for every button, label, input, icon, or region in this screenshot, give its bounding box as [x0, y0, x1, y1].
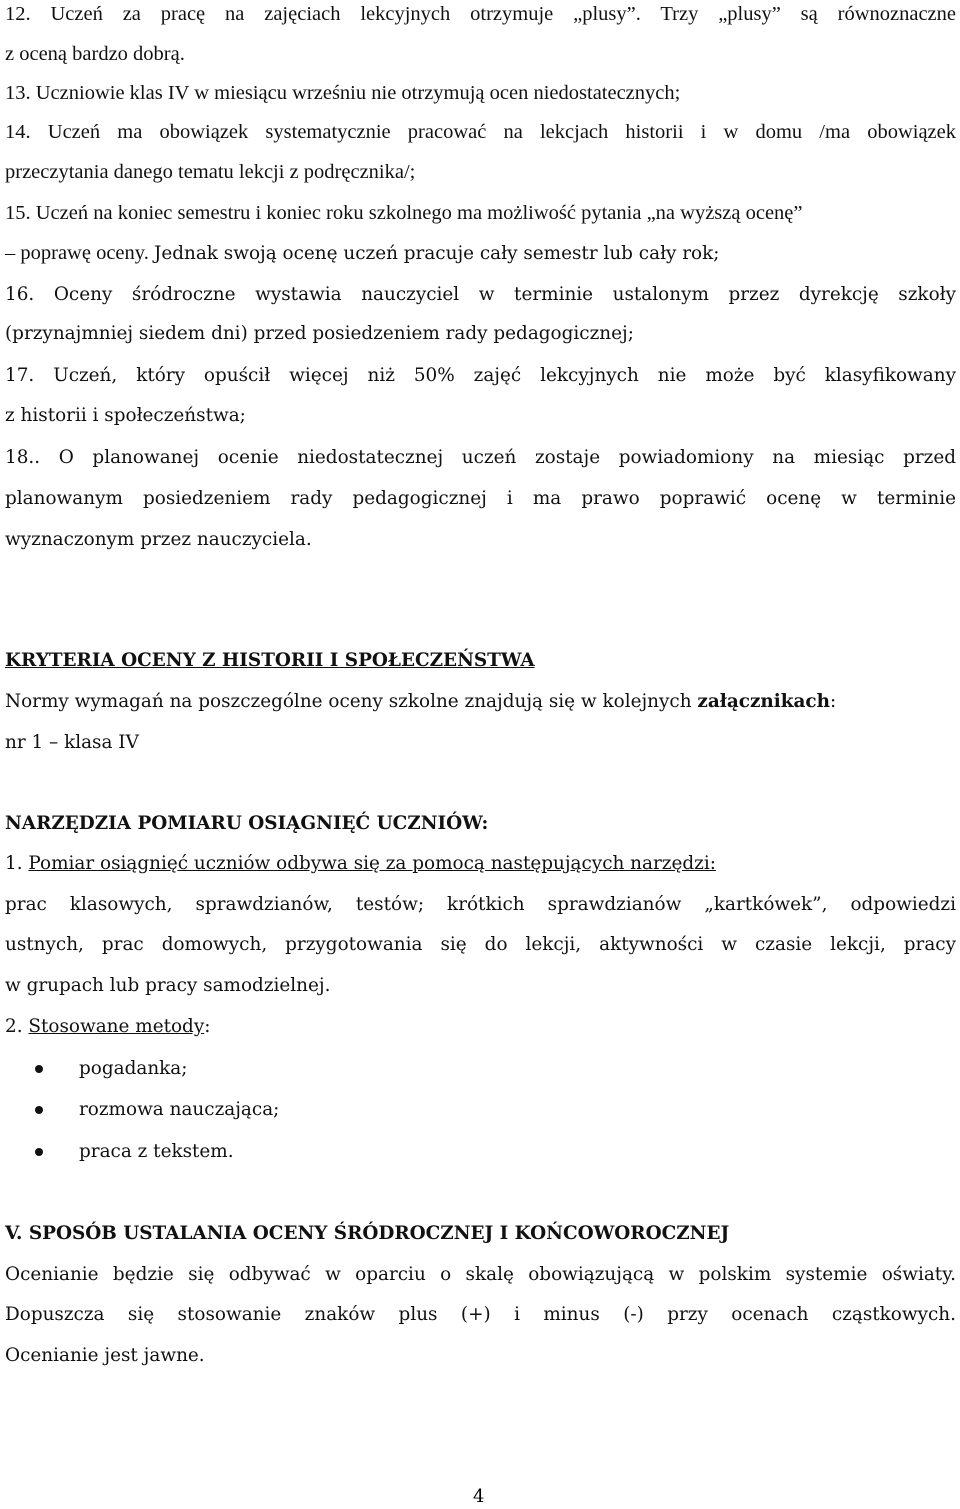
- section-5-heading: V. SPOSÓB USTALANIA OCENY ŚRÓDROCZNEJ I KOŃCOWOROCZNEJ: [5, 1223, 730, 1244]
- rule-15-line-2a: – poprawę oceny.: [5, 242, 149, 264]
- tools-point-2-colon: :: [204, 1016, 211, 1037]
- bullet-icon: [35, 1148, 43, 1156]
- tools-point-2: [5, 1015, 210, 1039]
- criteria-text: [5, 690, 836, 714]
- section-5-line-1: Ocenianie będzie się odbywać w oparciu o skalę obowiązującą w polskim systemie oświaty.: [5, 1264, 956, 1285]
- method-label: praca z tekstem.: [79, 1141, 234, 1162]
- tools-point-1-title: Pomiar osiągnięć uczniów odbywa się za pomocą następujących narzędzi:: [28, 853, 716, 874]
- rule-13: 13. Uczniowie klas IV w miesiącu wrześniu nie otrzymują ocen niedostatecznych;: [5, 82, 681, 104]
- criteria-heading: KRYTERIA OCENY Z HISTORII I SPOŁECZEŃSTWA: [5, 650, 535, 671]
- page-number: 4: [473, 1486, 485, 1507]
- rule-18-line-1: 18.. O planowanej ocenie niedostatecznej uczeń zostaje powiadomiony na miesiąc przed: [5, 447, 956, 468]
- rule-14-line-2: przeczytania danego tematu lekcji z podręcznika/;: [5, 161, 416, 183]
- tools-point-1-line-3: w grupach lub pracy samodzielnej.: [5, 975, 331, 996]
- rule-15-line-2b: Jednak swoją ocenę uczeń pracuje cały semestr lub cały rok;: [153, 243, 720, 264]
- rule-18-line-2: planowanym posiedzeniem rady pedagogicznej i ma prawo poprawić ocenę w terminie: [5, 488, 956, 509]
- rule-17-line-2: z historii i społeczeństwa;: [5, 405, 246, 426]
- rule-18-line-3: wyznaczonym przez nauczyciela.: [5, 529, 312, 550]
- criteria-text-annex-word: załącznikach: [697, 691, 830, 712]
- rule-17-line-1: 17. Uczeń, który opuścił więcej niż 50% zajęć lekcyjnych nie może być klasyfikowany: [5, 365, 956, 386]
- rule-15-line-2: [5, 241, 719, 266]
- tools-point-1-number: 1.: [5, 853, 29, 874]
- rule-15-line-1: 15. Uczeń na koniec semestru i koniec roku szkolnego ma możliwość pytania „na wyższą ocenę”: [5, 202, 803, 224]
- tools-heading: NARZĘDZIA POMIARU OSIĄGNIĘĆ UCZNIÓW:: [5, 813, 489, 834]
- section-5-line-3: Ocenianie jest jawne.: [5, 1345, 205, 1366]
- criteria-text-a: Normy wymagań na poszczególne oceny szkolne znajdują się w kolejnych: [5, 691, 698, 712]
- tools-point-1-line-1: prac klasowych, sprawdzianów, testów; krótkich sprawdzianów „kartkówek”, odpowiedzi: [5, 894, 956, 915]
- tools-point-2-number: 2.: [5, 1016, 29, 1037]
- bullet-icon: [35, 1106, 43, 1114]
- criteria-annex: nr 1 – klasa IV: [5, 732, 139, 753]
- criteria-text-colon: :: [829, 691, 837, 712]
- tools-point-1: [5, 852, 716, 876]
- method-label: rozmowa nauczająca;: [79, 1099, 280, 1120]
- rule-12-line-1: 12. Uczeń za pracę na zajęciach lekcyjnych otrzymuje „plusy”. Trzy „plusy” są równoznaczne: [5, 3, 956, 25]
- section-5-line-2: Dopuszcza się stosowanie znaków plus (+) i minus (-) przy ocenach cząstkowych.: [5, 1304, 956, 1325]
- rule-14-line-1: 14. Uczeń ma obowiązek systematycznie pracować na lekcjach historii i w domu /ma obowiązek: [5, 121, 956, 143]
- method-label: pogadanka;: [79, 1058, 188, 1079]
- rule-12-line-2: z oceną bardzo dobrą.: [5, 43, 185, 65]
- rule-16-line-2: (przynajmniej siedem dni) przed posiedzeniem rady pedagogicznej;: [5, 323, 634, 344]
- tools-point-1-line-2: ustnych, prac domowych, przygotowania się do lekcji, aktywności w czasie lekcji, pracy: [5, 934, 956, 955]
- tools-point-2-title: Stosowane metody: [28, 1016, 205, 1037]
- bullet-icon: [35, 1065, 43, 1073]
- rule-16-line-1: 16. Oceny śródroczne wystawia nauczyciel w terminie ustalonym przez dyrekcję szkoły: [5, 284, 956, 305]
